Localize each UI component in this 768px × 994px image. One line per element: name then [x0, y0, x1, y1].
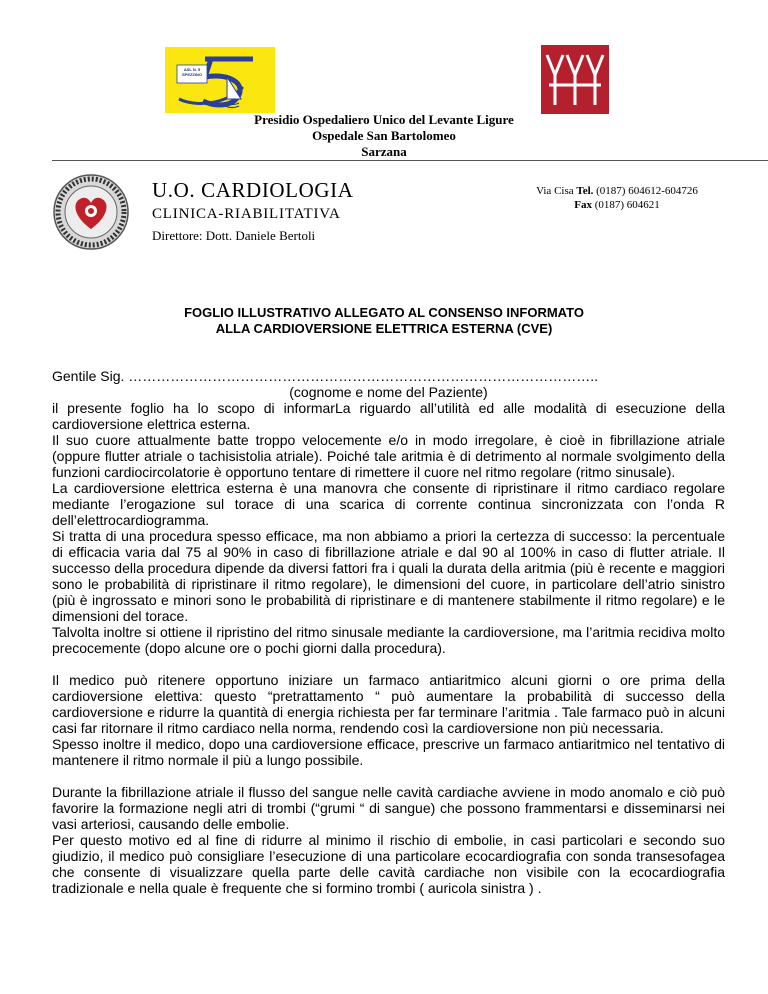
contact-fax: (0187) 604621 — [594, 199, 660, 211]
asl5-logo-icon — [165, 47, 275, 113]
asl5-logo — [165, 47, 275, 113]
paragraph-transesophageal: Per questo motivo ed al fine di ridurre al minimo il rischio di embolie, in casi particolari e secondo suo giudizio, il medico può consigliare l’esecuzione di una particolare ecocardiografia con sonda transesofagea che consente di visualizzare quella parte delle cavità cardiache non visibile con la ecocardiografia tradizionale e nella quale è frequente che si formino trombi ( auricola sinistra ) . — [52, 832, 725, 896]
hospital-line-3: Sarzana — [361, 144, 407, 159]
department-name: U.O. CARDIOLOGIA — [152, 178, 354, 202]
asl5-logo-text: ASL N. 5 SPEZZINO — [181, 67, 202, 77]
hospital-line-2: Ospedale San Bartolomeo — [312, 128, 456, 143]
paragraph-pretreatment: Il medico può ritenere opportuno iniziare un farmaco antiaritmico alcuni giorni o ore prima della cardioversione elettiva: questo “pretrattamento “ può aumentare la probabilità di successo della cardioversione e ridurre la quantità di energia richiesta per far terminare l’aritmia . Tale farmaco può in alcuni casi far ritornare il ritmo cardiaco nella norma, rendendo così la cardioversione non più necessaria. — [52, 672, 725, 736]
document-title-line-2: ALLA CARDIOVERSIONE ELETTRICA ESTERNA (CVE) — [215, 321, 553, 336]
hospital-header — [0, 112, 768, 160]
document-body — [52, 368, 725, 896]
document-title-line-1: FOGLIO ILLUSTRATIVO ALLEGATO AL CONSENSO INFORMATO — [184, 305, 584, 320]
salutation: Gentile Sig. ……………………………………………………………………………………….. — [52, 368, 599, 384]
contact-fax-label: Fax — [574, 199, 592, 211]
cardiology-seal-icon — [52, 173, 130, 251]
paragraph-condition: Il suo cuore attualmente batte troppo velocemente e/o in modo irregolare, è cioè in fibrillazione atriale (oppure flutter atriale o tachisistolia atriale). Poiché tale aritmia è di detrimento al normale svolgimento della funzioni cardiocircolatorie è opportuno tentare di rimettere il cuore nel ritmo regolare (ritmo sinusale). — [52, 432, 725, 480]
paragraph-thrombi: Durante la fibrillazione atriale il flusso del sangue nelle cavità cardiache avviene in modo anomalo e ciò può favorire la formazione negli atri di trombi (“grumi “ di sangue) che possono frammentarsi e disseminarsi nei vasi arteriosi, causando delle embolie. — [52, 784, 725, 832]
department-block — [152, 178, 354, 244]
department-subname: CLINICA-RIABILITATIVA — [152, 206, 341, 222]
department-director: Direttore: Dott. Daniele Bertoli — [152, 228, 316, 243]
paragraph-maintenance: Spesso inoltre il medico, dopo una cardioversione efficace, prescrive un farmaco antiaritmico nel tentativo di mantenere il ritmo normale il più a lungo possibile. — [52, 736, 725, 768]
paragraph-purpose: il presente foglio ha lo scopo di informarLa riguardo all’utilità ed alle modalità di esecuzione della cardioversione elettrica esterna. — [52, 400, 725, 432]
paragraph-efficacy: Si tratta di una procedura spesso efficace, ma non abbiamo a priori la certezza di successo: la percentuale di efficacia varia dal 75 al 90% in caso di fibrillazione atriale e dal 90 al 100% in caso di flutter atriale. Il successo della procedura dipende da diversi fattori fra i quali la durata della aritmia (più è recente e maggiori sono le probabilità di ripristinare il ritmo regolare), le dimensioni del cuore, in particolare dell’atrio sinistro (più è ingrossato e minori sono le probabilità di ripristinare e di mantenere stabilmente il ritmo regolare) e le dimensioni del torace. — [52, 528, 725, 624]
hospital-line-1: Presidio Ospedaliero Unico del Levante Ligure — [254, 112, 514, 127]
hospital-emblem-icon — [541, 45, 609, 114]
contact-fax-line — [512, 198, 722, 212]
patient-name-note: (cognome e nome del Paziente) — [289, 384, 488, 400]
paragraph-spacer — [52, 656, 725, 672]
contact-tel-line — [512, 184, 722, 198]
contact-tel-label: Tel. — [576, 185, 594, 197]
contact-address: Via Cisa — [536, 185, 574, 197]
contact-block — [512, 184, 722, 212]
paragraph-spacer — [52, 768, 725, 784]
contact-tel: (0187) 604612-604726 — [596, 185, 698, 197]
hospital-emblem-logo — [541, 45, 609, 114]
document-title — [0, 305, 768, 337]
cardiology-seal — [52, 173, 130, 251]
header-divider — [52, 160, 768, 161]
paragraph-definition: La cardioversione elettrica esterna è una manovra che consente di ripristinare il ritmo cardiaco regolare mediante l’erogazione sul torace di una scarica di corrente continua sincronizzata con l’onda R dell’elettrocardiogramma. — [52, 480, 725, 528]
paragraph-relapse: Talvolta inoltre si ottiene il ripristino del ritmo sinusale mediante la cardioversione, ma l’aritmia recidiva molto precocemente (dopo alcune ore o pochi giorni dalla procedura). — [52, 624, 725, 656]
